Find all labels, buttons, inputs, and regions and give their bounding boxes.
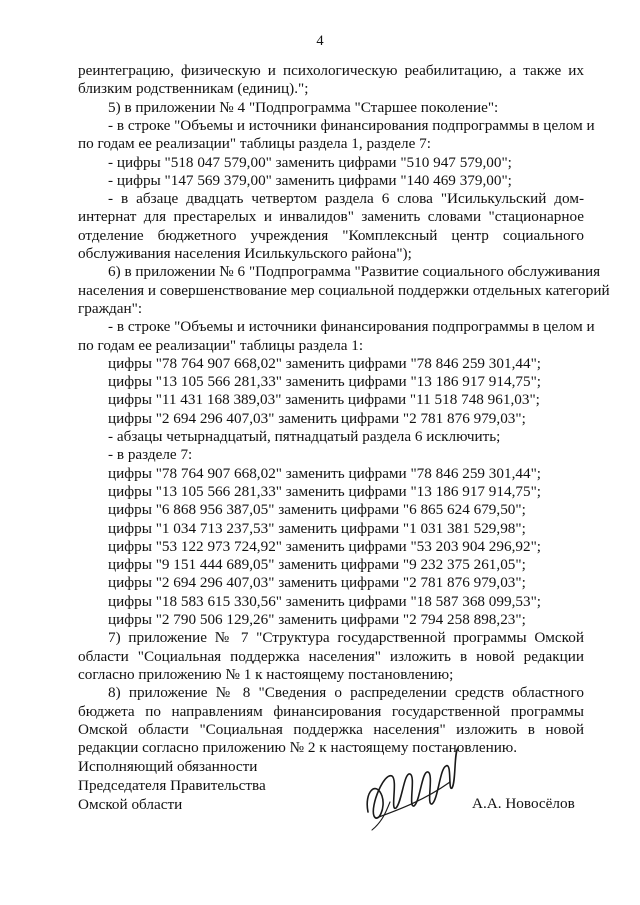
text-line: - цифры "518 047 579,00" заменить цифрами "510 947 579,00"; xyxy=(108,153,512,171)
text-line: - в абзаце двадцать четвертом раздела 6 слова "Исилькульский дом- xyxy=(108,190,584,208)
signatory-title-line: Омской области xyxy=(78,796,183,813)
text-line: цифры "9 151 444 689,05" заменить цифрами "9 232 375 261,05"; xyxy=(108,556,526,574)
text-line: - в строке "Объемы и источники финансирования подпрограммы в целом и xyxy=(108,318,595,336)
text-line: близким родственникам (единиц)."; xyxy=(78,80,309,98)
text-line: 6) в приложении № 6 "Подпрограмма "Развитие социального обслуживания xyxy=(108,263,601,281)
text-line: 7) приложение № 7 "Структура государственной программы Омской xyxy=(108,629,584,647)
text-line: отделение бюджетного учреждения "Комплексный центр социального xyxy=(78,226,584,244)
text-line: обслуживания населения Исилькульского района"); xyxy=(78,245,412,262)
text-line: цифры "6 868 956 387,05" заменить цифрами "6 865 624 679,50"; xyxy=(108,501,526,519)
text-line: населения и совершенствование мер социальной поддержки отдельных категорий xyxy=(78,281,610,299)
text-line: Омской области "Социальная поддержка населения" изложить в новой xyxy=(78,720,584,738)
text-line: цифры "2 790 506 129,26" заменить цифрами "2 794 258 898,23"; xyxy=(108,611,526,628)
text-line: цифры "13 105 566 281,33" заменить цифрами "13 186 917 914,75"; xyxy=(108,482,541,500)
text-line: цифры "2 694 296 407,03" заменить цифрами "2 781 876 979,03"; xyxy=(108,574,526,592)
text-line: цифры "78 764 907 668,02" заменить цифрами "78 846 259 301,44"; xyxy=(108,464,541,482)
text-line: редакции согласно приложению № 2 к настоящему постановлению. xyxy=(78,739,518,757)
text-line: 5) в приложении № 4 "Подпрограмма "Старшее поколение": xyxy=(108,98,499,116)
text-line: - в разделе 7: xyxy=(108,446,193,464)
text-line: - абзацы четырнадцатый, пятнадцатый раздела 6 исключить; xyxy=(108,428,501,445)
text-line: - в строке "Объемы и источники финансирования подпрограммы в целом и xyxy=(108,116,595,134)
text-line: реинтеграцию, физическую и психологическую реабилитацию, а также их xyxy=(78,62,584,79)
page-number: 4 xyxy=(316,33,324,49)
text-line: граждан": xyxy=(78,299,143,317)
text-line: - цифры "147 569 379,00" заменить цифрами "140 469 379,00"; xyxy=(108,171,512,189)
text-line: по годам ее реализации" таблицы раздела 1: xyxy=(78,336,364,354)
signatory-name: А.А. Новосёлов xyxy=(472,795,575,812)
signatory-title-line: Исполняющий обязанности xyxy=(78,758,258,775)
text-line: цифры "11 431 168 389,03" заменить цифрами "11 518 748 961,03"; xyxy=(108,391,540,409)
text-line: цифры "2 694 296 407,03" заменить цифрами "2 781 876 979,03"; xyxy=(108,409,526,427)
text-line: по годам ее реализации" таблицы раздела 1, разделе 7: xyxy=(78,135,431,153)
text-line: бюджета по направлениям финансирования государственной программы xyxy=(78,702,584,720)
text-line: интернат для престарелых и инвалидов" заменить словами "стационарное xyxy=(78,208,584,226)
text-line: цифры "18 583 615 330,56" заменить цифрами "18 587 368 099,53"; xyxy=(108,592,541,610)
text-line: области "Социальная поддержка населения" изложить в новой редакции xyxy=(78,647,584,665)
signatory-title-line: Председателя Правительства xyxy=(78,777,266,794)
handwritten-signature xyxy=(362,742,462,837)
text-line: согласно приложению № 1 к настоящему постановлению; xyxy=(78,665,454,683)
text-line: цифры "1 034 713 237,53" заменить цифрами "1 031 381 529,98"; xyxy=(108,519,526,537)
text-line: 8) приложение № 8 "Сведения о распределении средств областного xyxy=(108,684,584,702)
text-line: цифры "78 764 907 668,02" заменить цифрами "78 846 259 301,44"; xyxy=(108,354,541,372)
text-line: цифры "53 122 973 724,92" заменить цифрами "53 203 904 296,92"; xyxy=(108,537,541,555)
text-line: цифры "13 105 566 281,33" заменить цифрами "13 186 917 914,75"; xyxy=(108,373,541,391)
